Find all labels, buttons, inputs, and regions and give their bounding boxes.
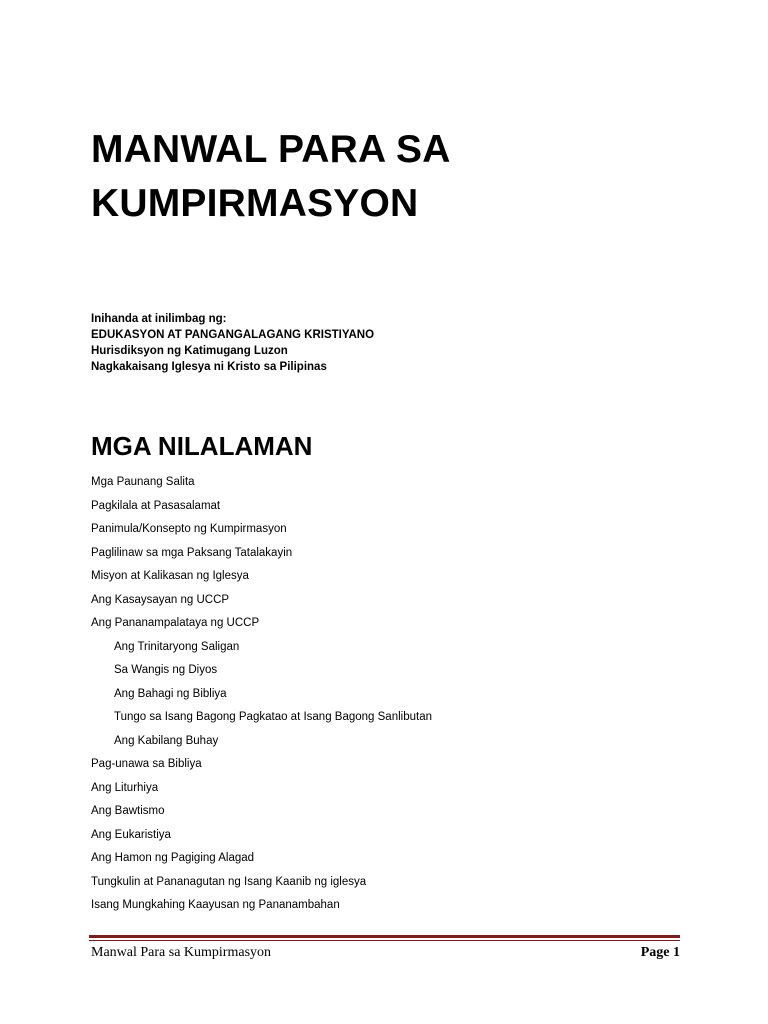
toc-item: Ang Eukaristiya xyxy=(91,828,171,841)
toc-subitem: Ang Bahagi ng Bibliya xyxy=(114,687,227,700)
toc-item: Mga Paunang Salita xyxy=(91,476,195,488)
publisher-line: Nagkakaisang Iglesya ni Kristo sa Pilipinas xyxy=(91,361,327,373)
footer-document-title: Manwal Para sa Kumpirmasyon xyxy=(91,945,272,960)
footer-rule-thin xyxy=(89,940,680,941)
toc-item: Pagkilala at Pasasalamat xyxy=(91,499,221,512)
toc-item: Panimula/Konsepto ng Kumpirmasyon xyxy=(91,523,287,535)
toc-item: Tungkulin at Pananagutan ng Isang Kaanib ng iglesya xyxy=(91,875,367,888)
toc-subitem: Ang Kabilang Buhay xyxy=(114,734,219,747)
toc-item: Ang Liturhiya xyxy=(91,781,159,794)
page-number: Page 1 xyxy=(640,945,680,960)
table-of-contents xyxy=(91,472,711,919)
title-line: MANWAL PARA SA xyxy=(91,128,451,171)
title-line: KUMPIRMASYON xyxy=(91,182,419,225)
publisher-line: Inihanda at inilimbag ng: xyxy=(91,313,227,325)
toc-item: Ang Pananampalataya ng UCCP xyxy=(91,617,260,629)
toc-item: Ang Bawtismo xyxy=(91,805,165,817)
toc-item: Ang Hamon ng Pagiging Alagad xyxy=(91,852,255,864)
publisher-block xyxy=(91,311,711,375)
toc-subitem: Sa Wangis ng Diyos xyxy=(114,664,218,676)
toc-subitem: Ang Trinitaryong Saligan xyxy=(114,640,240,653)
toc-item: Isang Mungkahing Kaayusan ng Pananambahan xyxy=(91,899,340,911)
toc-subitem: Tungo sa Isang Bagong Pagkatao at Isang Bagong Sanlibutan xyxy=(114,711,432,723)
toc-item: Paglilinaw sa mga Paksang Tatalakayin xyxy=(91,546,293,559)
publisher-line: EDUKASYON AT PANGANGALAGANG KRISTIYANO xyxy=(91,329,375,341)
publisher-line: Hurisdiksyon ng Katimugang Luzon xyxy=(91,345,288,357)
toc-item: Pag-unawa sa Bibliya xyxy=(91,758,202,770)
document-title xyxy=(91,123,711,231)
toc-item: Ang Kasaysayan ng UCCP xyxy=(91,593,230,606)
toc-item: Misyon at Kalikasan ng Iglesya xyxy=(91,570,249,582)
footer-rule xyxy=(89,935,680,938)
toc-heading: MGA NILALAMAN xyxy=(91,431,313,461)
